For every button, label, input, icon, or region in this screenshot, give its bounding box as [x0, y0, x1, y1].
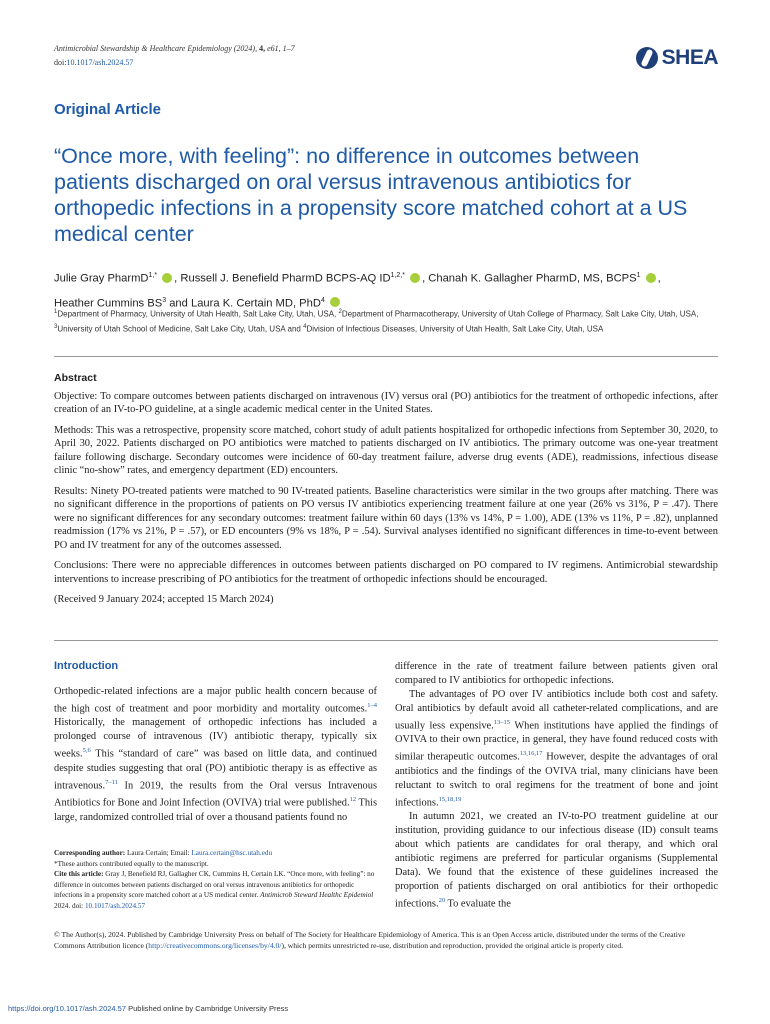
introduction-heading: Introduction — [54, 660, 119, 672]
text-run: In 2019, the results from the Oral versus Intravenous Antibiotics for Bone and Joint Infection (OVIVA) trial were published. — [54, 780, 377, 809]
introduction-paragraph — [54, 685, 377, 825]
author-name[interactable]: Julie Gray PharmD — [54, 272, 149, 285]
author-superscript: 1,* — [148, 272, 158, 279]
shea-logo — [636, 46, 718, 70]
text-run: To evaluate the — [445, 898, 511, 910]
author-separator: , — [657, 272, 661, 285]
affiliations — [54, 306, 724, 335]
body-paragraph: difference in the rate of treatment failure between patients given oral compared to IV antibiotics for orthopedic infections. — [395, 661, 718, 686]
reference-link[interactable]: 12 — [349, 796, 357, 804]
doi-prefix: doi: — [54, 58, 67, 67]
abstract-section — [54, 372, 718, 614]
journal-volume: 4, — [259, 44, 266, 53]
text-run: However, despite the advantages of oral antibiotics and the findings of the OVIVA trial, many clinicians have been reluctant to switch to oral regimens for the treatment of bone and joint infections. — [395, 751, 718, 809]
footnote-label: Corresponding author: — [54, 849, 126, 857]
orcid-icon[interactable] — [162, 273, 172, 283]
affiliation-number: 3 — [54, 323, 58, 330]
abstract-received: (Received 9 January 2024; accepted 15 March 2024) — [54, 594, 274, 605]
author-name[interactable]: Heather Cummins BS — [54, 297, 163, 310]
reference-link[interactable]: 13–15 — [493, 719, 511, 726]
footnotes — [54, 848, 377, 911]
author-superscript: 3 — [162, 296, 167, 304]
abstract-objective: Objective: To compare outcomes between patients discharged on intravenous (IV) versus oral (PO) antibiotics for the treatment of orthopedic infections, after creation of an IV-to-PO guideline, at a single academic medical center in the United States. — [54, 390, 718, 415]
reference-link[interactable]: 13,16,17 — [519, 750, 543, 758]
body-paragraph — [395, 810, 718, 911]
license-notice — [54, 929, 718, 951]
journal-citation-line — [54, 44, 295, 53]
cite-journal: Antimicrob Steward Healthc Epidemiol — [260, 891, 374, 899]
reference-link[interactable]: 1–4 — [367, 702, 377, 709]
footer-published-text: Published online by Cambridge University Press — [128, 1004, 289, 1013]
affiliation-number: 2 — [338, 309, 342, 315]
orcid-icon[interactable] — [410, 273, 420, 283]
shea-logo-icon — [636, 47, 658, 69]
reference-link[interactable]: 5,6 — [82, 747, 91, 755]
text-run: The advantages of PO over IV antibiotics include both cost and safety. Oral antibiotics by default avoid all catheter-related complications, and are usually less expensive. — [395, 689, 718, 732]
doi-link[interactable]: 10.1017/ash.2024.57 — [66, 58, 134, 67]
abstract-methods: Methods: This was a retrospective, propensity score matched, cohort study of adult patients hospitalized for orthopedic infections from September 30, 2020, to April 30, 2022. Patients discharged on PO antibiotics were matched to patients discharged on IV antibiotics. The primary outcome was one-year treatment failure following discharge. Secondary outcomes were incidence of 60-day treatment failure, adverse drug events (ADE), readmissions, infectious disease clinic “no-show” rates, and emergency department (ED) encounters. — [54, 424, 718, 476]
license-text: ), which permits unrestricted re-use, distribution and reproduction, provided the original article is properly cited. — [281, 941, 624, 950]
license-link[interactable]: http://creativecommons.org/licenses/by/4.0/ — [148, 941, 282, 950]
affiliation-number: 1 — [54, 309, 58, 315]
footer-doi-link[interactable]: https://doi.org/10.1017/ash.2024.57 — [8, 1004, 127, 1013]
article-type: Original Article — [54, 101, 161, 118]
journal-name: Antimicrobial Stewardship & Healthcare Epidemiology — [54, 44, 232, 53]
license-text: © The Author(s), 2024. Published by Cambridge University Press on behalf of The Society for Healthcare Epidemiology of America. This is an Open Access article, distributed under the terms of the Creative Commons Attribution licence ( — [54, 930, 686, 950]
body-paragraph — [395, 688, 718, 810]
reference-link[interactable]: 7–11 — [105, 778, 118, 786]
text-run: When institutions have applied the findings of OVIVA to their own practice, in general, they have found reduced costs with similar therapeutic outcomes. — [395, 720, 718, 763]
affiliation-text: Department of Pharmacotherapy, University of Utah College of Pharmacy, Salt Lake City, Utah, USA, — [341, 309, 699, 319]
page-footer — [0, 1004, 770, 1013]
doi-line — [54, 58, 133, 67]
affiliation-text: Department of Pharmacy, University of Utah Health, Salt Lake City, Utah, USA, — [57, 309, 339, 319]
article-title: “Once more, with feeling”: no difference in outcomes between patients discharged on oral versus intravenous antibiotics for orthopedic infections in a propensity score matched cohort at a US medical center — [54, 144, 688, 246]
author-name[interactable]: and Laura K. Certain MD, PhD — [166, 297, 321, 310]
author-name[interactable]: , Russell J. Benefield PharmD BCPS-AQ ID — [174, 272, 391, 285]
abstract-bottom-rule — [54, 640, 718, 641]
orcid-icon[interactable] — [646, 273, 656, 283]
affiliation-text: Division of Infectious Diseases, University of Utah Health, Salt Lake City, Utah, USA — [306, 324, 604, 334]
corresponding-author — [54, 848, 377, 859]
cite-this-article — [54, 869, 377, 911]
affiliation-number: 4 — [303, 323, 307, 330]
reference-link[interactable]: 20 — [438, 897, 446, 905]
abstract-conclusions: Conclusions: There were no appreciable differences in outcomes between patients discharged on PO compared to IV regimens. Antimicrobial stewardship interventions to increase prescribing of PO antibiotics for the treatment of orthopedic infections should be encouraged. — [54, 560, 718, 585]
abstract-heading: Abstract — [54, 372, 97, 384]
equal-contribution-note: *These authors contributed equally to the manuscript. — [54, 859, 209, 868]
reference-link[interactable]: 15,18,19 — [438, 795, 462, 803]
author-superscript: 1,2,* — [390, 272, 405, 279]
footnote-text: 2024. doi: — [54, 901, 85, 910]
author-superscript: 1 — [636, 272, 641, 279]
author-name[interactable]: , Chanah K. Gallagher PharmD, MS, BCPS — [422, 272, 637, 285]
body-right-column — [395, 660, 718, 912]
footnote-text: Gray J, Benefield RJ, Gallagher CK, Cummins H, Certain LK. “Once more, with feeling”: no difference in outcomes between patients discharged on oral versus intravenous antibiotics for orthopedic infections in a propensity score matched cohort at a US medical center. — [54, 870, 375, 899]
text-run: This “standard of care” was based on little data, and continued despite studies suggesting that oral (PO) antibiotic therapy is as effective as intravenous. — [54, 748, 377, 792]
affiliation-text: University of Utah School of Medicine, Salt Lake City, Utah, USA and — [57, 324, 304, 334]
abstract-top-rule — [54, 356, 718, 357]
footnote-text: Laura Certain; Email: — [125, 849, 192, 857]
text-run: Orthopedic-related infections are a major public health concern because of the high cost of treatment and poor morbidity and mortality outcomes. — [54, 686, 377, 715]
text-run: This large, randomized controlled trial of over a thousand patients found no — [54, 797, 377, 823]
email-link[interactable]: Laura.certain@hsc.utah.edu — [191, 849, 273, 857]
abstract-results: Results: Ninety PO-treated patients were matched to 90 IV-treated patients. Baseline characteristics were similar in the two groups after matching. There was no significant difference in the proportions of patients on PO versus IV antibiotics experiencing treatment failure at one year (26% vs 31%, P = .47). There were no significant differences for any secondary outcomes: treatment failure within 60 days (13% vs 14%, P = 1.00), ADE (13% vs 11%, P = .82), unplanned readmission (17% vs 21%, P = .57), or ED encounters (9% vs 18%, P = .54). Survival analyses identified no significant differences in time-to-event between PO and IV treatment for any of the outcomes assessed. — [54, 485, 718, 551]
journal-pages: e61, 1–7 — [267, 44, 295, 53]
introduction-column — [54, 659, 377, 825]
author-superscript: 4 — [320, 296, 325, 304]
cite-doi-link[interactable]: 10.1017/ash.2024.57 — [84, 901, 146, 910]
text-run: Historically, the management of orthopedic infections has included a prolonged course of intravenous (IV) antibiotic therapy, typically six weeks. — [54, 717, 377, 760]
journal-year: (2024), — [233, 44, 258, 53]
shea-logo-text: SHEA — [661, 46, 718, 69]
text-run: In autumn 2021, we created an IV-to-PO treatment guideline at our institution, providing guidance to our infectious disease (ID) consult teams about which patients are candidates for oral therapy, and which oral antibiotic regimens are preferred for particular organisms (Supplemental Data). We found that the existence of these guidelines increased the proportion of patients discharged on oral antibiotics for their orthopedic infections. — [395, 811, 718, 910]
footnote-label: Cite this article: — [54, 870, 104, 878]
